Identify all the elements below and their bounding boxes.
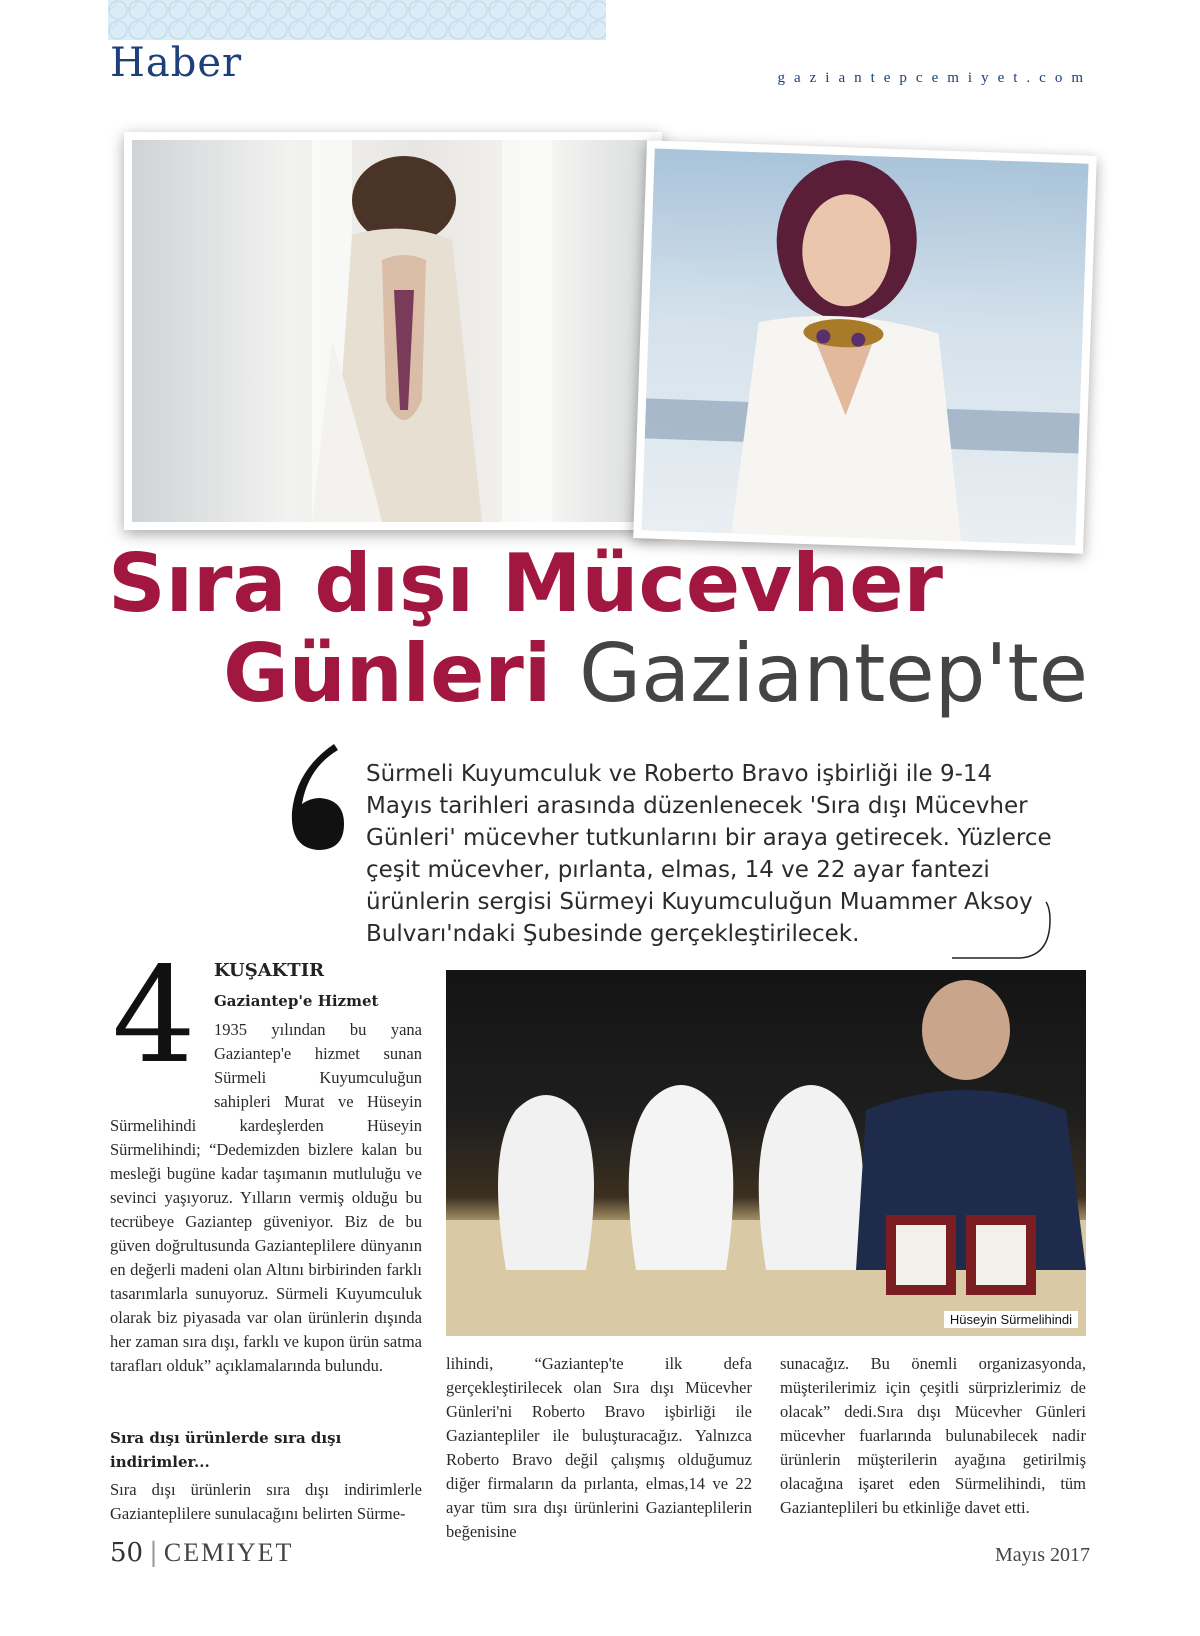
article-column-3 (780, 1352, 1086, 1520)
article-text-col1: 1935 yılından bu yana Gaziantep'e hizmet sunan Sürmeli Kuyumculuğun sahipleri Murat ve Hüseyin Sürmelihindi kardeşlerden Hüseyin Sürmelihindi; “Dedemizden bizlere kalan bu mesleği bugüne kadar taşımanın mutluluğu ve sevinci yaşıyoruz. Yılların vermiş olduğu bu tecrübeye Gaziantep güveniyor. Biz de bu güven doğrultusunda Gazianteplilere dünyanın en değerli madeni olan Altını birbirinden farklı tasarımlarla sunuyoruz. Sürmeli Kuyumculuk olarak biz piyasada var olan ürünlerin dışında her zaman sıra dışı, farklı ve kupon ürün satma tarafları olduk” açıklamalarında bulundu. (110, 1020, 422, 1375)
article-column-1b (110, 1478, 422, 1526)
article-text-col3: sunacağız. Bu önemli organizasyonda, müşterilerimiz için çeşitli sürprizlerimiz de olacak” dedi.Sıra dışı Mücevher Günleri mücevher fuarlarında bulunabilecek nadir ürünlerin müşterilerin ayağına getirilmiş olacağına işaret eden Sürmelihindi, tüm Gazianteplileri bu etkinliğe davet etti. (780, 1354, 1086, 1517)
article-column-2 (446, 1352, 752, 1544)
photo-model-back (124, 132, 662, 530)
article-column-1 (110, 1018, 422, 1378)
section-label: Haber (110, 40, 243, 86)
issue-date: Mayıs 2017 (995, 1544, 1090, 1566)
photo-caption: Hüseyin Sürmelihindi (944, 1311, 1078, 1328)
article-text-col2: lihindi, “Gaziantep'te ilk defa gerçekleştirilecek olan Sıra dışı Mücevher Günleri'ni Roberto Bravo işbirliği ile Gaziantepliler ile buluşturacağız. Yalnızca Roberto Bravo değil çalışmış olduğumuz diğer firmaların da pırlanta, elmas,14 ve 22 ayar tüm sıra dışı ürünlerini Gazianteplilerin beğenisine (446, 1354, 752, 1541)
kicker-title: KUŞAKTIR (214, 960, 325, 981)
website-url[interactable]: gaziantepcemiyet.com (777, 70, 1092, 86)
magazine-name: CEMIYET (163, 1538, 294, 1567)
photo-illustration-main (446, 970, 1086, 1336)
kicker-subtitle: Gaziantep'e Hizmet (214, 992, 379, 1010)
headline-line-1: Sıra dışı Mücevher (108, 537, 943, 630)
photo-model-front (633, 140, 1097, 553)
article-subheading: Sıra dışı ürünlerde sıra dışı indirimler... (110, 1429, 342, 1471)
article-text-col1b: Sıra dışı ürünlerin sıra dışı indirimlerle Gazianteplilere sunulacağını belirten Sürme- (110, 1480, 422, 1523)
big-number: 4 (112, 939, 196, 1093)
page-number: 50 (110, 1538, 144, 1568)
footer-separator: | (149, 1538, 158, 1568)
header-pattern-banner (108, 0, 606, 40)
lead-paragraph: Sürmeli Kuyumculuk ve Roberto Bravo işbirliği ile 9-14 Mayıs tarihleri arasında düzenlenecek 'Sıra dışı Mücevher Günleri' mücevher tutkunlarını bir araya getirecek. Yüzlerce çeşit mücevher, pırlanta, elmas, 14 ve 22 ayar fantezi ürünlerin sergisi Sürmeyi Kuyumculuğun Muammer Aksoy Bulvarı'ndaki Şubesinde gerçekleştirilecek. (366, 761, 1052, 947)
headline (108, 537, 1088, 720)
photo-illustration-left (132, 140, 654, 522)
footer-page-info (110, 1538, 293, 1568)
drop-number-space (110, 1018, 214, 1114)
headline-city: Gaziantep'te (579, 627, 1088, 720)
quote-mark-icon (282, 740, 348, 852)
photo-illustration-right (641, 149, 1088, 546)
headline-red-word: Günleri (223, 627, 552, 720)
photo-jewelry-display (446, 970, 1086, 1336)
headline-line-2 (108, 627, 1088, 720)
lead-decoration-curve (950, 900, 1054, 960)
